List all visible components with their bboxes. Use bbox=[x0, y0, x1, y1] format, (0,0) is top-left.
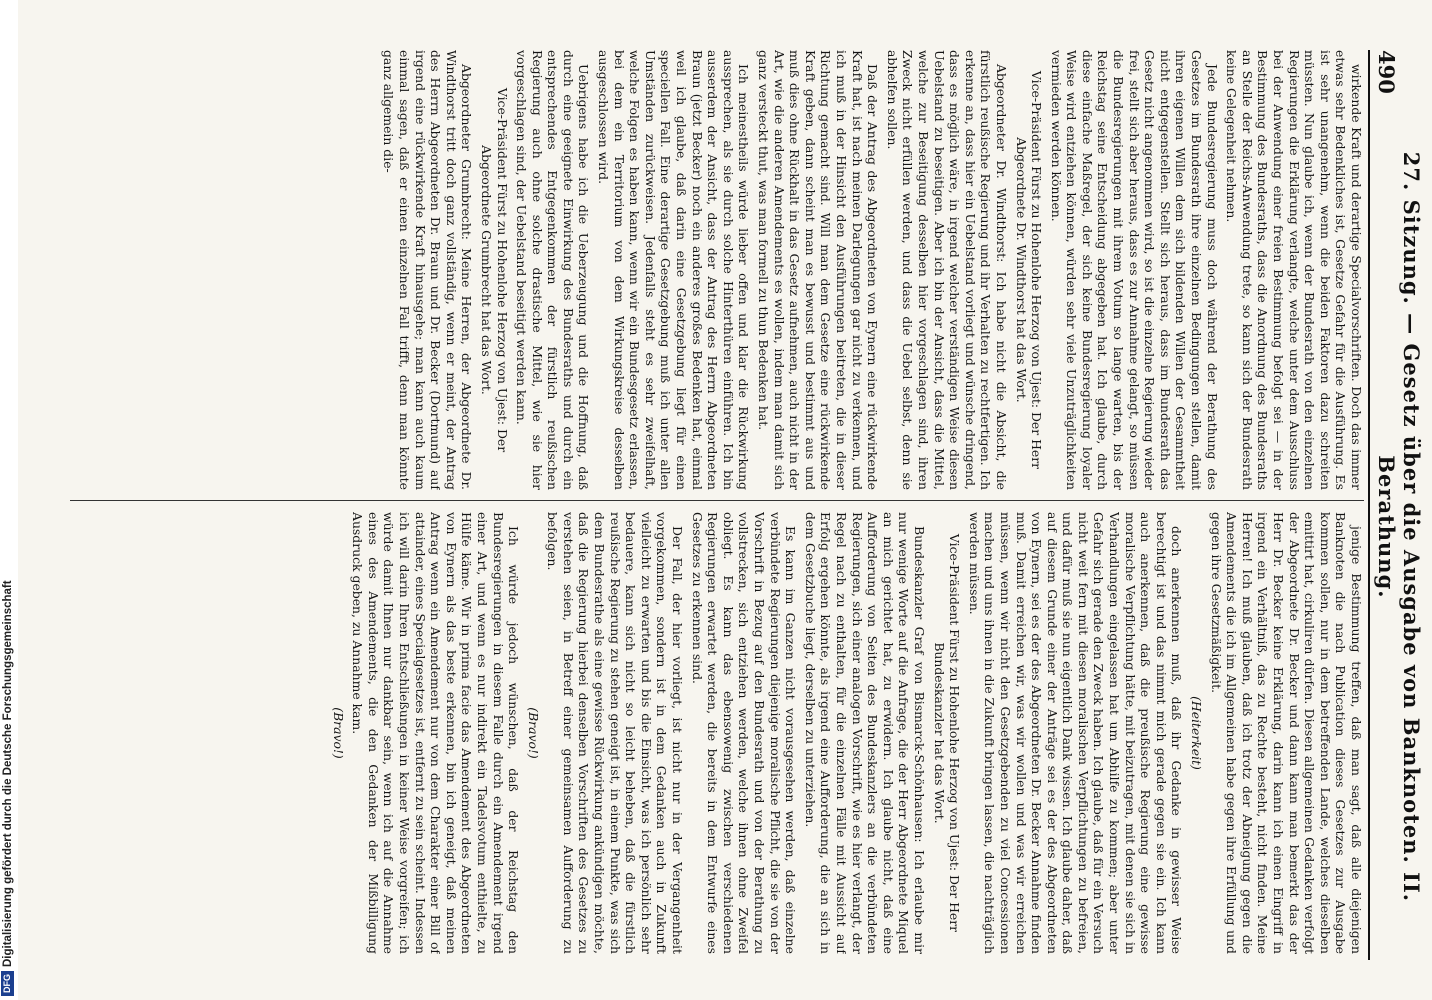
reaction-note: (Heiterkeit) bbox=[1189, 696, 1205, 770]
speaker-announcement: Vice-Präsident Fürst zu Hohenlohe Herzog von Ujest: Der Herr Bundeskanzler hat das Wort. bbox=[931, 533, 963, 933]
digitization-footer bbox=[0, 0, 18, 1000]
text-paragraph: Abgeordneter Dr. Windthorst: Ich habe nicht die Absicht, die fürstlich reußische Regierung und ihr Verhalten zu rechtfertigen. Ich erkenne an, dass hier ein Uebelstand vorliegt und wünsche dringend, dass es möglich wäre, in irgend welcher verständigen Weise diesen Uebelstand zu beseitigen. Aber ich bin der Ansicht, dass die Mittel, welche zur Beseitigung desselben hier vorgeschlagen sind, ihren Zweck nicht erfüllen werden, und dass die Uebel selbst, denn sie abhelfen sollen. bbox=[884, 50, 1009, 490]
page-running-title: 27. Sitzung. — Gesetz über die Ausgabe von Banknoten. II. Berathung. bbox=[1374, 151, 1424, 903]
left-column bbox=[40, 50, 1364, 490]
reaction-note: (Bravo!) bbox=[330, 707, 346, 759]
text-paragraph: wirkende Kraft und derartige Specialvorschriften. Doch das immer etwas sehr Bedenkliches ist, Gesetze Gefahr für die Ausführung. Es ist sehr unangenehm, wenn die beiden Faktoren dazu schreiten müssten. Nun glaube ich, wenn der Bundesrath von den einzelnen Regierungen die Erklärung verlangte, welche unter dem Ausschluss bei der Anwendung einer freien Bestimmung befolgt sei — in der Bestimmung des Bundesraths, dass die Anordnung des Bundesraths an Stelle der Reichs-Anwendung trete, so kann sich der Bundesrath keine Gelegenheit nehmen. bbox=[1224, 50, 1364, 490]
page-number: 490 bbox=[1374, 50, 1399, 94]
text-paragraph: Der Fall, der hier vorliegt, ist nicht nur in der Vergangenheit vorgekommen, sondern ist in dem Gedanken auch in Zukunft vielleicht zu erwarten und bis die Einsicht, was ich persönlich sehr bedauere, kann sich nicht so leicht beheben, daß die fürstlich reußische Regierung zu stehen geneigt ist, in einem Punkte, was sich dem Bundesrathe als eine gewisse Rückwirkung ankündigen möchte, daß die Regierung hierbei denselben Vorschriften des Gesetzes zu verstehen seien, in Betreff einer gemeinsamen Aufforderung zu befolgen. bbox=[545, 512, 686, 954]
text-paragraph: Abgeordneter Grumbrecht: Meine Herren, der Abgeordnete Dr. Windthorst tritt doch ganz vollständig, wenn er meint, der Antrag des Herrn Abgeordneten Dr. Braun und Dr. Becker (Dortmund) auf irgend eine rückwirkende Kraft hinausgehe; man kann auch kaum einmal sagen, daß er einen einzelnen Fall trifft, denn man könnte ganz allgemein die- bbox=[381, 50, 475, 490]
text-paragraph: Daß der Antrag des Abgeordneten von Eynern eine rückwirkende Kraft hat, ist nach meinen Darlegungen gar nicht zu verkennen, und ich muß in der Hinsicht den Ausführungen beitreten, die in dieser Richtung gemacht sind. Will man dem Gesetze eine rückwirkende Kraft geben, dann scheint man es bewusst und bestimmt aus und muß dies ohne Rückhalt in das Gesetz aufnehmen, auch nicht in der Art, wie die anderen Amendements es wollen, indem man damit sich ganz versteckt thut, was man formell zu thun Bedenken hat. bbox=[756, 50, 881, 490]
dfg-logo-icon: DFG bbox=[1, 971, 14, 996]
text-paragraph: Bundeskanzler Graf von Bismarck-Schönhausen: Ich erlaube mir nur wenige Worte auf die Anfrage, die der Herr Abgeordnete Miquel an mich gerichtet hat, zu erwidern. Ich glaube nicht, daß eine Aufforderung von Seiten des Bundeskanzlers an die verbündeten Regierungen, sich einer analogen Vorschrift, wie es hier verlangt, der Regel nach zu enthalten, für die einzelnen Fälle mit Aussicht auf Erfolg ergehen könnte, als irgend eine Aufforderung, die an sich in dem Gesetzbuche liegt, derselben zu unterziehen. bbox=[802, 512, 927, 954]
text-paragraph: jenige Bestimmung treffen, daß man sagt, daß alle diejenigen Banknoten die nach Publication dieses Gesetzes zur Ausgabe kommen sollen, nur in dem betreffenden Lande, welches dieselben emittirt hat, cirkuliren dürfen. Diesen allgemeinen Gedanken verfolgt der Abgeordnete Dr. Becker und dann kann man bemerkt das der Herr Dr. Becker keine Erklärung, darin kann ich einen Eingriff in irgend ein Verhältniß, das zu Rechte besteht, nicht finden. Meine Herren! Ich muß glauben, daß ich trotz der Abneigung gegen die Amendements die ich im Allgemeinen habe gegen ihre Erfüllung und gegen ihre Gesetzmäßigkeit. bbox=[1208, 512, 1364, 954]
reaction-note: (Bravo!) bbox=[525, 707, 541, 759]
speaker-announcement: Vice-Präsident Fürst zu Hohenlohe Herzog von Ujest: Der Herr Abgeordnete Dr. Windthorst hat das Wort. bbox=[1013, 70, 1045, 470]
text-paragraph: Es kann im Ganzen nicht vorausgesehen werden, daß einzelne verbündete Regierungen diejenige moralische Pflicht, die sie von der Vorschrift in Bezug auf den Bundesrath und von der Berathung zu vollstrecken, sich entziehen werden, welche ihnen ohne Zweifel obliegt. Es kann das ebensowenig zwischen verschiedenen Regierungen erwartet werden, die bereits in dem Entwurfe eines Gesetzes zu erkennen sind. bbox=[689, 512, 799, 954]
page-header bbox=[1368, 50, 1424, 960]
right-column bbox=[40, 512, 1364, 954]
text-paragraph: Ich würde jedoch wünschen, daß der Reichstag den Bundesregierungen in diesem Falle durch ein Amendement irgend einer Art, und wenn es nur indirekt ein Tadelsvotum enthielte, zu Hülfe käme. Wir in prima facie das Amendement des Abgeordneten von Eynern als das beste erkennen, bin ich geneigt, daß meinen Antrag wenn ein Amendement nur von dem Charakter einer Bill of attainder, eines Specialgesetzes ist, entfernt zu sein scheint. Indessen ich will darin Ihren Entschließungen in keiner Weise vorgreifen; ich würde damit Ihnen nur dankbar sein, wenn ich auf die Annahme eines des Amendements, die den Gedanken der Mißbilligung Ausdruck geben, zu Annahme kam. bbox=[350, 512, 522, 954]
text-paragraph: doch anerkennen muß, daß ihr Gedanke in gewisser Weise berechtigt ist und das nimmt mich gerade gegen sie ein. Ich kann auch anerkennen, daß die preußische Regierung eine gewisse moralische Verpflichtung hätte, mit beizutragen, mit denen sie sich in Verhandlungen eingelassen hat um Abhilfe zu kommen; aber unter Gefahr sich gerade den Zweck haben. Ich glaube, daß für ein Versuch nicht weit fern mit diesen moralischen Verpflichtungen zu befreien, und dafür muß sie nun eigentlich Dank wissen. Ich glaube daher, daß auf diesem Grunde einer der Anträge sei es der des Abgeordneten von Eynern, sei es der des Abgeordneten Dr. Becker Annahme finden muß. Damit erreichen wir, was wir wollen und was wir erreichen müssen, wenn wir nicht den Gesetzgebenden zu viel Concessionen machen und uns ihnen in die Zukunft bringen lassen, die nachträglich werden müssen. bbox=[966, 512, 1185, 954]
text-paragraph: Jede Bundesregierung muss doch während der Berathung des Gesetzes im Bundesrath ihre einzelnen Bedingungen stellen, damit ihren eigenen Willen dem sich bildenden Willen der Gesammtheit nicht entgegenstellen. Stellt sich heraus, dass im Bundesrath das Gesetz nicht angenommen wird, so ist die einzelne Regierung wieder frei, stellt sich aber heraus, dass es zur Annahme gelangt, so müssen die Bundesregierungen mit ihrem Votum so lange warten, bis der Reichstag seine Entscheidung abgegeben hat. Ich glaube, durch diese einfache Maßregel, der sich keine Bundesregierung loyaler Weise wird entziehen können, würden sehr viele Unzuträglichkeiten vermieden werden können. bbox=[1048, 50, 1220, 490]
text-paragraph: Ich meinestheils würde lieber offen und klar die Rückwirkung aussprechen, als sie durch solche Hinterthüren einführen. Ich bin ausserdem der Ansicht, dass der Antrag des Herrn Abgeordneten Braun (jetzt Becker) noch ein anderes großes Bedenken hat, einmal weil ich glaube, daß darin eine Gesetzgebung liegt für einen speciellen Fall. Eine derartige Gesetzgebung muß ich unter allen Umständen zurückweisen. Jedenfalls steht es sehr zweifelhaft, welche Folgen es haben kann, wenn wir ein Bundesgesetz erlassen, bei dem ein Territorium von dem Wirkungskreise desselben ausgeschlossen wird. bbox=[596, 50, 752, 490]
text-paragraph: Uebrigens habe ich die Ueberzeugung und die Hoffnung, daß durch eine geeignete Einwirkung des Bundesraths und durch ein entsprechendes Entgegenkommen der fürstlich reußischen Regierung auch ohne solche drastische Mittel, wie sie hier vorgeschlagen sind, der Uebelstand beseitigt werden kann. bbox=[514, 50, 592, 490]
column-divider bbox=[70, 500, 1364, 501]
digitization-credit: Digitalisierung gefördert durch die Deutsche Forschungsgemeinschaft bbox=[1, 580, 14, 967]
speaker-announcement: Vice-Präsident Fürst zu Hohenlohe Herzog von Ujest: Der Abgeordnete Grumbrecht hat das Wort. bbox=[478, 87, 510, 453]
